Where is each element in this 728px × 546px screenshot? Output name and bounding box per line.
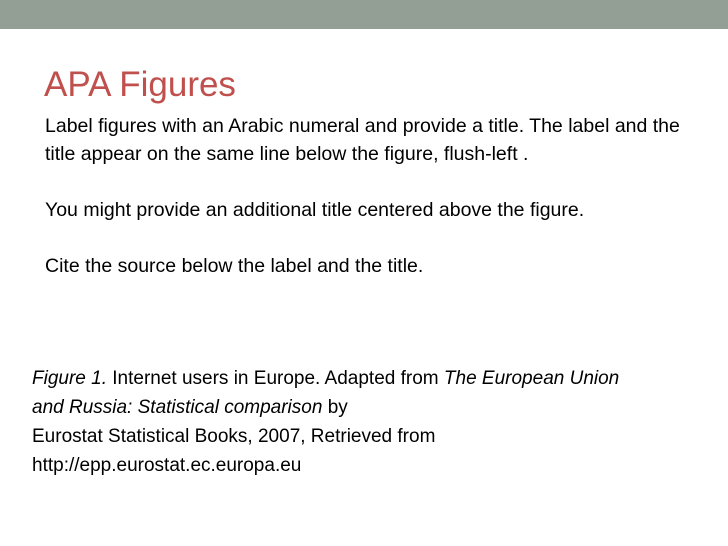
slide-body <box>45 112 685 280</box>
caption-figure-title: Internet users in Europe. Adapted from <box>106 368 444 389</box>
caption-by: by <box>322 397 348 418</box>
caption-figure-label: Figure 1. <box>32 368 107 389</box>
body-paragraph-label-figures: Label figures with an Arabic numeral and provide a title. The label and the title appear on the same line below the figure, flush-left . <box>45 115 680 165</box>
caption-source-url: http://epp.eurostat.ec.europa.eu <box>32 455 302 476</box>
slide-title: APA Figures <box>44 65 236 104</box>
body-paragraph-cite-source: Cite the source below the label and the title. <box>45 255 424 277</box>
body-paragraph-additional-title: You might provide an additional title centered above the figure. <box>45 199 585 221</box>
caption-source-publisher: Eurostat Statistical Books, 2007, Retrieved from <box>32 426 436 447</box>
slide-top-bar <box>0 0 728 29</box>
figure-caption-example <box>32 364 652 480</box>
caption-source-title: The European Union and Russia: Statistical comparison <box>32 368 620 418</box>
caption-line-1 <box>32 364 652 422</box>
